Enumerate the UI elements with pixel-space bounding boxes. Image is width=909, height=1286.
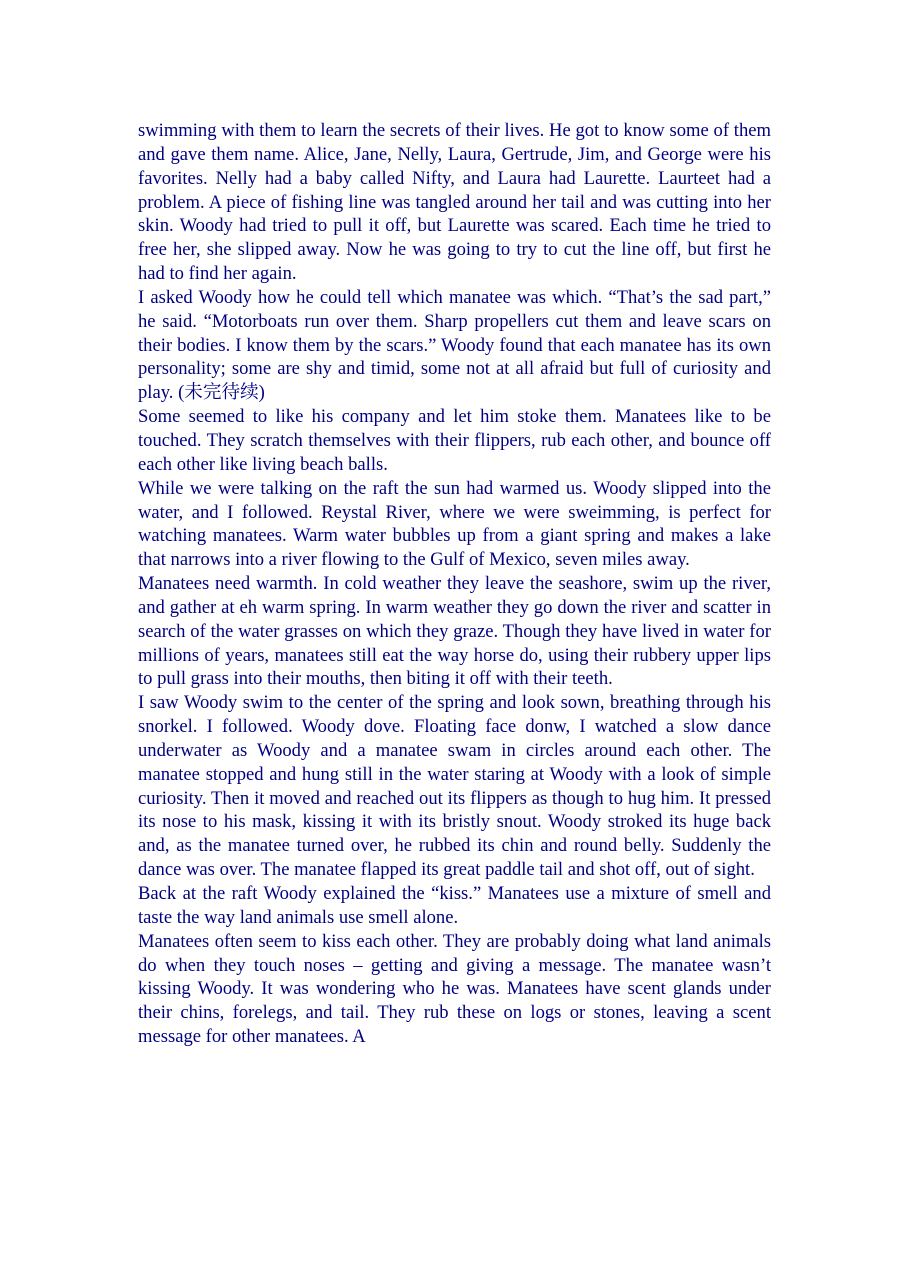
paragraph-6: I saw Woody swim to the center of the spring and look sown, breathing through his snorkel. I followed. Woody dove. Floating face donw, I watched a slow dance underwater as Woody and a manatee swam in circles around each other. The manatee stopped and hung still in the water staring at Woody with a look of simple curiosity. Then it moved and reached out its flippers as though to hug him. It pressed its nose to his mask, kissing it with its bristly snout. Woody stroked its huge back and, as the manatee turned over, he rubbed its chin and round belly. Suddenly the dance was over. The manatee flapped its great paddle tail and shot off, out of sight. bbox=[138, 692, 771, 881]
paragraph-5: Manatees need warmth. In cold weather they leave the seashore, swim up the river, and gather at eh warm spring. In warm weather they go down the river and scatter in search of the water grasses on which they graze. Though they have lived in water for millions of years, manatees still eat the way horse do, using their rubbery upper lips to pull grass into their mouths, then biting it off with their teeth. bbox=[138, 573, 771, 690]
paragraph-4: While we were talking on the raft the sun had warmed us. Woody slipped into the water, and I followed. Reystal River, where we were sweimming, is perfect for watching manatees. Warm water bubbles up from a giant spring and makes a lake that narrows into a river flowing to the Gulf of Mexico, seven miles away. bbox=[138, 477, 771, 571]
body-text bbox=[138, 119, 771, 1049]
paragraph-7: Back at the raft Woody explained the “kiss.” Manatees use a mixture of smell and taste the way land animals use smell alone. bbox=[138, 883, 771, 928]
paragraph-2: I asked Woody how he could tell which manatee was which. “That’s the sad part,” he said. “Motorboats run over them. Sharp propellers cut them and leave scars on their bodies. I know them by the scars.” Woody found that each manatee has its own personality; some are shy and timid, some not at all afraid but full of curiosity and play. (未完待续) bbox=[138, 286, 771, 404]
paragraph-1: swimming with them to learn the secrets of their lives. He got to know some of them and gave them name. Alice, Jane, Nelly, Laura, Gertrude, Jim, and George were his favorites. Nelly had a baby called Nifty, and Laura had Laurette. Laurteet had a problem. A piece of fishing line was tangled around her tail and was cutting into her skin. Woody had tried to pull it off, but Laurette was scared. Each time he tried to free her, she slipped away. Now he was going to try to cut the line off, but first he had to find her again. bbox=[138, 120, 771, 285]
paragraph-8: Manatees often seem to kiss each other. They are probably doing what land animals do when they touch noses – getting and giving a message. The manatee wasn’t kissing Woody. It was wondering who he was. Manatees have scent glands under their chins, forelegs, and tail. They rub these on logs or stones, leaving a scent message for other manatees. A bbox=[138, 930, 771, 1048]
paragraph-3: Some seemed to like his company and let him stoke them. Manatees like to be touched. They scratch themselves with their flippers, rub each other, and bounce off each other like living beach balls. bbox=[138, 406, 771, 475]
